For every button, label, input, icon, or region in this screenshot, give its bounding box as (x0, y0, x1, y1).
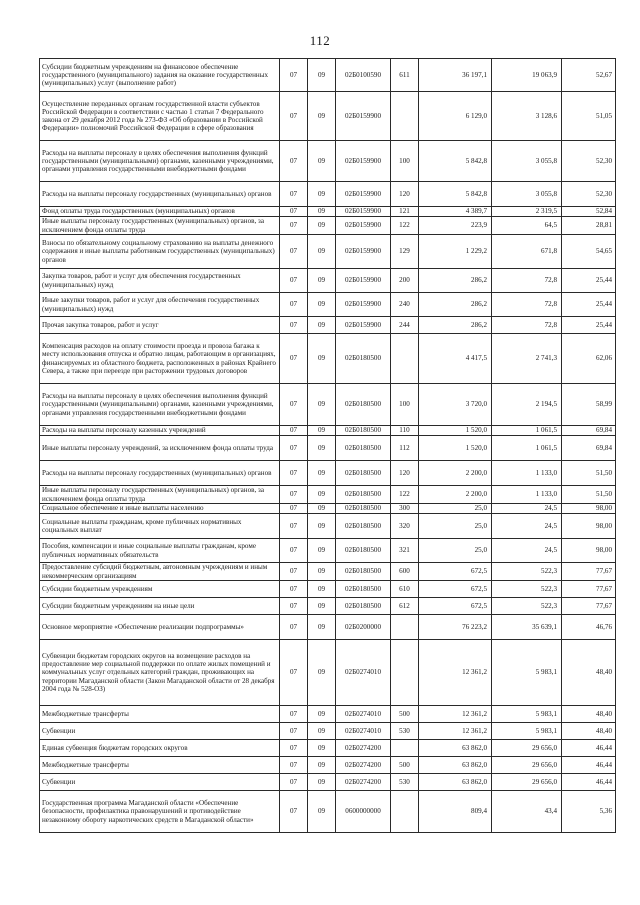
cell-planned: 63 862,0 (419, 740, 492, 757)
cell-percent: 5,36 (562, 791, 616, 833)
cell-name: Социальное обеспечение и иные выплаты населению (40, 504, 280, 514)
cell-subsection: 09 (308, 563, 336, 581)
cell-executed: 2 194,5 (492, 384, 562, 426)
cell-subsection: 09 (308, 774, 336, 791)
table-row (40, 504, 616, 514)
cell-expense-type: 611 (391, 59, 419, 92)
cell-executed: 43,4 (492, 791, 562, 833)
cell-name: Иные закупки товаров, работ и услуг для обеспечения государственных (муниципальных) нужд (40, 293, 280, 317)
cell-name: Расходы на выплаты персоналу в целях обеспечения выполнения функций государственными (муниципальными) органами, казенными учреждениями, органами управления государственными внебюджетными фондами (40, 141, 280, 182)
budget-rows (40, 59, 616, 833)
cell-planned: 1 520,0 (419, 426, 492, 436)
cell-expense-type: 122 (391, 486, 419, 504)
cell-percent: 48,40 (562, 640, 616, 706)
cell-target-item: 02Б0274010 (336, 706, 391, 723)
table-row (40, 334, 616, 384)
cell-percent: 69,84 (562, 436, 616, 461)
cell-executed: 64,5 (492, 217, 562, 235)
table-row (40, 757, 616, 774)
cell-section: 07 (280, 461, 308, 486)
cell-name: Государственная программа Магаданской области «Обеспечение безопасности, профилактика правонарушений и противодействие незаконному обороту наркотических средств в Магаданской области» (40, 791, 280, 833)
cell-section: 07 (280, 141, 308, 182)
cell-executed: 35 639,1 (492, 615, 562, 640)
cell-executed: 72,8 (492, 269, 562, 293)
cell-planned: 12 361,2 (419, 723, 492, 740)
cell-executed: 24,5 (492, 539, 562, 563)
cell-executed: 29 656,0 (492, 774, 562, 791)
cell-expense-type: 122 (391, 217, 419, 235)
cell-executed: 24,5 (492, 514, 562, 539)
cell-subsection: 09 (308, 436, 336, 461)
table-row (40, 581, 616, 598)
cell-planned: 672,5 (419, 598, 492, 615)
cell-section: 07 (280, 723, 308, 740)
cell-subsection: 09 (308, 92, 336, 141)
cell-subsection: 09 (308, 486, 336, 504)
cell-expense-type: 200 (391, 269, 419, 293)
cell-section: 07 (280, 706, 308, 723)
cell-name: Осуществление переданных органам государственной власти субъектов Российской Федерации в соответствии с частью 1 статьи 7 Федерального закона от 29 декабря 2012 года № 273-ФЗ «Об образовании в Российской Федерации» полномочий Российской Федерации в сфере образования (40, 92, 280, 141)
cell-planned: 12 361,2 (419, 640, 492, 706)
cell-section: 07 (280, 436, 308, 461)
table-row (40, 207, 616, 217)
cell-name: Расходы на выплаты персоналу государственных (муниципальных) органов (40, 461, 280, 486)
table-row (40, 774, 616, 791)
cell-executed: 5 983,1 (492, 640, 562, 706)
cell-target-item: 02Б0180500 (336, 598, 391, 615)
cell-name: Взносы по обязательному социальному страхованию на выплаты денежного содержания и иные выплаты работникам государственных (муниципальных) органов (40, 235, 280, 269)
cell-executed: 72,8 (492, 317, 562, 334)
cell-expense-type: 530 (391, 723, 419, 740)
cell-target-item: 02Б0159900 (336, 317, 391, 334)
cell-executed: 3 055,8 (492, 182, 562, 207)
cell-name: Расходы на выплаты персоналу государственных (муниципальных) органов (40, 182, 280, 207)
cell-target-item: 02Б0100590 (336, 59, 391, 92)
cell-target-item: 02Б0274200 (336, 740, 391, 757)
cell-expense-type: 321 (391, 539, 419, 563)
cell-name: Основное мероприятие «Обеспечение реализации подпрограммы» (40, 615, 280, 640)
cell-name: Иные выплаты персоналу государственных (муниципальных) органов, за исключением фонда оплаты труда (40, 217, 280, 235)
cell-executed: 2 741,3 (492, 334, 562, 384)
cell-subsection: 09 (308, 426, 336, 436)
cell-planned: 5 842,8 (419, 141, 492, 182)
cell-planned: 1 229,2 (419, 235, 492, 269)
cell-subsection: 09 (308, 615, 336, 640)
cell-executed: 671,8 (492, 235, 562, 269)
cell-target-item: 02Б0180500 (336, 563, 391, 581)
cell-name: Пособия, компенсации и иные социальные выплаты гражданам, кроме публичных нормативных обязательств (40, 539, 280, 563)
table-row (40, 740, 616, 757)
cell-section: 07 (280, 791, 308, 833)
cell-planned: 76 223,2 (419, 615, 492, 640)
cell-expense-type: 110 (391, 426, 419, 436)
table-row (40, 514, 616, 539)
cell-name: Межбюджетные трансферты (40, 757, 280, 774)
table-row (40, 384, 616, 426)
cell-planned: 2 200,0 (419, 486, 492, 504)
cell-target-item: 02Б0180500 (336, 486, 391, 504)
cell-planned: 25,0 (419, 514, 492, 539)
table-row (40, 436, 616, 461)
cell-percent: 52,30 (562, 182, 616, 207)
table-row (40, 640, 616, 706)
cell-percent: 62,06 (562, 334, 616, 384)
cell-expense-type (391, 640, 419, 706)
cell-percent: 52,30 (562, 141, 616, 182)
cell-subsection: 09 (308, 514, 336, 539)
cell-percent: 48,40 (562, 723, 616, 740)
cell-planned: 12 361,2 (419, 706, 492, 723)
cell-percent: 25,44 (562, 317, 616, 334)
cell-section: 07 (280, 207, 308, 217)
cell-target-item: 02Б0180500 (336, 581, 391, 598)
cell-section: 07 (280, 514, 308, 539)
cell-target-item: 02Б0274200 (336, 757, 391, 774)
cell-subsection: 09 (308, 141, 336, 182)
cell-percent: 46,44 (562, 774, 616, 791)
cell-target-item: 02Б0180500 (336, 514, 391, 539)
cell-expense-type: 112 (391, 436, 419, 461)
cell-percent: 28,81 (562, 217, 616, 235)
cell-section: 07 (280, 539, 308, 563)
cell-target-item: 02Б0180500 (336, 436, 391, 461)
cell-name: Субвенции (40, 723, 280, 740)
cell-section: 07 (280, 293, 308, 317)
cell-target-item: 02Б0159900 (336, 217, 391, 235)
table-row (40, 293, 616, 317)
cell-subsection: 09 (308, 598, 336, 615)
cell-subsection: 09 (308, 59, 336, 92)
cell-percent: 48,40 (562, 706, 616, 723)
cell-name: Субсидии бюджетным учреждениям (40, 581, 280, 598)
cell-name: Расходы на выплаты персоналу казенных учреждений (40, 426, 280, 436)
cell-section: 07 (280, 235, 308, 269)
cell-percent: 58,99 (562, 384, 616, 426)
cell-expense-type (391, 615, 419, 640)
cell-target-item: 02Б0180500 (336, 426, 391, 436)
cell-subsection: 09 (308, 640, 336, 706)
cell-planned: 6 129,0 (419, 92, 492, 141)
cell-expense-type: 610 (391, 581, 419, 598)
cell-target-item: 02Б0159900 (336, 141, 391, 182)
table-row (40, 486, 616, 504)
cell-planned: 286,2 (419, 293, 492, 317)
cell-executed: 522,3 (492, 563, 562, 581)
cell-executed: 72,8 (492, 293, 562, 317)
cell-name: Расходы на выплаты персоналу в целях обеспечения выполнения функций государственными (муниципальными) органами, казенными учреждениями, органами управления государственными внебюджетными фондами (40, 384, 280, 426)
table-row (40, 182, 616, 207)
cell-percent: 51,05 (562, 92, 616, 141)
cell-subsection: 09 (308, 539, 336, 563)
cell-percent: 51,50 (562, 486, 616, 504)
cell-expense-type: 300 (391, 504, 419, 514)
cell-target-item: 02Б0159900 (336, 207, 391, 217)
cell-planned: 809,4 (419, 791, 492, 833)
cell-section: 07 (280, 598, 308, 615)
cell-target-item: 02Б0180500 (336, 384, 391, 426)
cell-planned: 672,5 (419, 581, 492, 598)
cell-expense-type: 600 (391, 563, 419, 581)
table-row (40, 317, 616, 334)
cell-name: Иные выплаты персоналу государственных (муниципальных) органов, за исключением фонда оплаты труда (40, 486, 280, 504)
cell-target-item: 02Б0180500 (336, 504, 391, 514)
cell-executed: 3 128,6 (492, 92, 562, 141)
table-row (40, 615, 616, 640)
cell-percent: 46,76 (562, 615, 616, 640)
table-row (40, 461, 616, 486)
cell-name: Социальные выплаты гражданам, кроме публичных нормативных социальных выплат (40, 514, 280, 539)
table-row (40, 723, 616, 740)
cell-name: Единая субвенция бюджетам городских округов (40, 740, 280, 757)
cell-expense-type: 120 (391, 461, 419, 486)
cell-subsection: 09 (308, 461, 336, 486)
cell-expense-type (391, 334, 419, 384)
cell-section: 07 (280, 504, 308, 514)
cell-planned: 286,2 (419, 317, 492, 334)
cell-subsection: 09 (308, 317, 336, 334)
table-row (40, 539, 616, 563)
cell-name: Фонд оплаты труда государственных (муниципальных) органов (40, 207, 280, 217)
cell-percent: 98,00 (562, 539, 616, 563)
cell-executed: 5 983,1 (492, 706, 562, 723)
cell-planned: 63 862,0 (419, 757, 492, 774)
cell-planned: 36 197,1 (419, 59, 492, 92)
cell-percent: 52,67 (562, 59, 616, 92)
cell-section: 07 (280, 182, 308, 207)
cell-percent: 25,44 (562, 269, 616, 293)
cell-expense-type (391, 791, 419, 833)
cell-section: 07 (280, 486, 308, 504)
cell-target-item: 02Б0159900 (336, 92, 391, 141)
cell-percent: 51,50 (562, 461, 616, 486)
cell-name: Субвенции бюджетам городских округов на возмещение расходов на предоставление мер социальной поддержки по оплате жилых помещений и коммунальных услуг отдельных категорий граждан, проживающих на территории Магаданской области (Закон Магаданской области от 28 декабря 2004 года № 528-ОЗ) (40, 640, 280, 706)
cell-subsection: 09 (308, 384, 336, 426)
cell-planned: 2 200,0 (419, 461, 492, 486)
cell-name: Субсидии бюджетным учреждениям на финансовое обеспечение государственного (муниципального) задания на оказание государственных (муниципальных) услуг (выполнение работ) (40, 59, 280, 92)
cell-name: Компенсация расходов на оплату стоимости проезда и провоза багажа к месту использования отпуска и обратно лицам, работающим в организациях, финансируемых из областного бюджета, расположенных в районах Крайнего Севера, а также при переезде при расторжении трудовых договоров (40, 334, 280, 384)
cell-section: 07 (280, 317, 308, 334)
table-row (40, 426, 616, 436)
cell-target-item: 02Б0274010 (336, 723, 391, 740)
cell-expense-type: 612 (391, 598, 419, 615)
cell-target-item: 0600000000 (336, 791, 391, 833)
cell-subsection: 09 (308, 723, 336, 740)
cell-section: 07 (280, 581, 308, 598)
cell-planned: 4 389,7 (419, 207, 492, 217)
cell-expense-type: 244 (391, 317, 419, 334)
budget-table (39, 58, 616, 833)
cell-target-item: 02Б0180500 (336, 461, 391, 486)
cell-expense-type (391, 92, 419, 141)
cell-planned: 223,9 (419, 217, 492, 235)
table-row (40, 217, 616, 235)
cell-executed: 29 656,0 (492, 740, 562, 757)
table-row (40, 706, 616, 723)
cell-target-item: 02Б0274010 (336, 640, 391, 706)
table-row (40, 563, 616, 581)
cell-expense-type: 129 (391, 235, 419, 269)
cell-planned: 63 862,0 (419, 774, 492, 791)
cell-executed: 522,3 (492, 581, 562, 598)
cell-subsection: 09 (308, 334, 336, 384)
table-row (40, 235, 616, 269)
cell-name: Субсидии бюджетным учреждениям на иные цели (40, 598, 280, 615)
cell-executed: 1 061,5 (492, 436, 562, 461)
cell-planned: 672,5 (419, 563, 492, 581)
cell-subsection: 09 (308, 581, 336, 598)
cell-section: 07 (280, 615, 308, 640)
table-row (40, 598, 616, 615)
cell-target-item: 02Б0180500 (336, 334, 391, 384)
cell-subsection: 09 (308, 217, 336, 235)
cell-name: Иные выплаты персоналу учреждений, за исключением фонда оплаты труда (40, 436, 280, 461)
cell-percent: 77,67 (562, 581, 616, 598)
cell-target-item: 02Б0274200 (336, 774, 391, 791)
cell-percent: 52,84 (562, 207, 616, 217)
cell-executed: 24,5 (492, 504, 562, 514)
cell-planned: 1 520,0 (419, 436, 492, 461)
cell-target-item: 02Б0159900 (336, 293, 391, 317)
cell-expense-type (391, 740, 419, 757)
cell-executed: 2 319,5 (492, 207, 562, 217)
cell-section: 07 (280, 217, 308, 235)
cell-percent: 69,84 (562, 426, 616, 436)
cell-expense-type: 100 (391, 384, 419, 426)
cell-percent: 98,00 (562, 514, 616, 539)
cell-section: 07 (280, 59, 308, 92)
cell-target-item: 02Б0180500 (336, 539, 391, 563)
cell-expense-type: 121 (391, 207, 419, 217)
cell-subsection: 09 (308, 293, 336, 317)
cell-planned: 286,2 (419, 269, 492, 293)
cell-executed: 1 133,0 (492, 486, 562, 504)
cell-expense-type: 240 (391, 293, 419, 317)
cell-name: Закупка товаров, работ и услуг для обеспечения государственных (муниципальных) нужд (40, 269, 280, 293)
cell-subsection: 09 (308, 791, 336, 833)
cell-target-item: 02Б0159900 (336, 235, 391, 269)
cell-section: 07 (280, 740, 308, 757)
cell-target-item: 02Б0159900 (336, 182, 391, 207)
cell-expense-type: 100 (391, 141, 419, 182)
cell-executed: 29 656,0 (492, 757, 562, 774)
cell-executed: 522,3 (492, 598, 562, 615)
cell-planned: 5 842,8 (419, 182, 492, 207)
cell-percent: 77,67 (562, 563, 616, 581)
cell-percent: 46,44 (562, 740, 616, 757)
cell-subsection: 09 (308, 706, 336, 723)
cell-subsection: 09 (308, 235, 336, 269)
table-row (40, 791, 616, 833)
cell-section: 07 (280, 426, 308, 436)
cell-planned: 4 417,5 (419, 334, 492, 384)
cell-expense-type: 120 (391, 182, 419, 207)
table-row (40, 141, 616, 182)
cell-target-item: 02Б0159900 (336, 269, 391, 293)
cell-executed: 1 133,0 (492, 461, 562, 486)
cell-expense-type: 530 (391, 774, 419, 791)
cell-section: 07 (280, 269, 308, 293)
cell-planned: 3 720,0 (419, 384, 492, 426)
cell-subsection: 09 (308, 182, 336, 207)
cell-percent: 77,67 (562, 598, 616, 615)
cell-percent: 46,44 (562, 757, 616, 774)
cell-section: 07 (280, 563, 308, 581)
cell-section: 07 (280, 640, 308, 706)
cell-executed: 5 983,1 (492, 723, 562, 740)
cell-subsection: 09 (308, 740, 336, 757)
cell-percent: 54,65 (562, 235, 616, 269)
cell-percent: 25,44 (562, 293, 616, 317)
cell-expense-type: 500 (391, 757, 419, 774)
page-number: 112 (309, 33, 331, 48)
cell-executed: 1 061,5 (492, 426, 562, 436)
cell-subsection: 09 (308, 504, 336, 514)
cell-planned: 25,0 (419, 539, 492, 563)
cell-section: 07 (280, 384, 308, 426)
cell-name: Межбюджетные трансферты (40, 706, 280, 723)
cell-section: 07 (280, 92, 308, 141)
cell-name: Прочая закупка товаров, работ и услуг (40, 317, 280, 334)
cell-percent: 98,00 (562, 504, 616, 514)
table-row (40, 269, 616, 293)
cell-executed: 3 055,8 (492, 141, 562, 182)
cell-section: 07 (280, 774, 308, 791)
cell-expense-type: 500 (391, 706, 419, 723)
cell-subsection: 09 (308, 207, 336, 217)
cell-name: Предоставление субсидий бюджетным, автономным учреждениям и иным некоммерческим организациям (40, 563, 280, 581)
cell-subsection: 09 (308, 757, 336, 774)
cell-section: 07 (280, 334, 308, 384)
cell-planned: 25,0 (419, 504, 492, 514)
cell-subsection: 09 (308, 269, 336, 293)
table-row (40, 59, 616, 92)
cell-target-item: 02Б0200000 (336, 615, 391, 640)
cell-name: Субвенции (40, 774, 280, 791)
cell-expense-type: 320 (391, 514, 419, 539)
cell-executed: 19 063,9 (492, 59, 562, 92)
cell-section: 07 (280, 757, 308, 774)
table-row (40, 92, 616, 141)
